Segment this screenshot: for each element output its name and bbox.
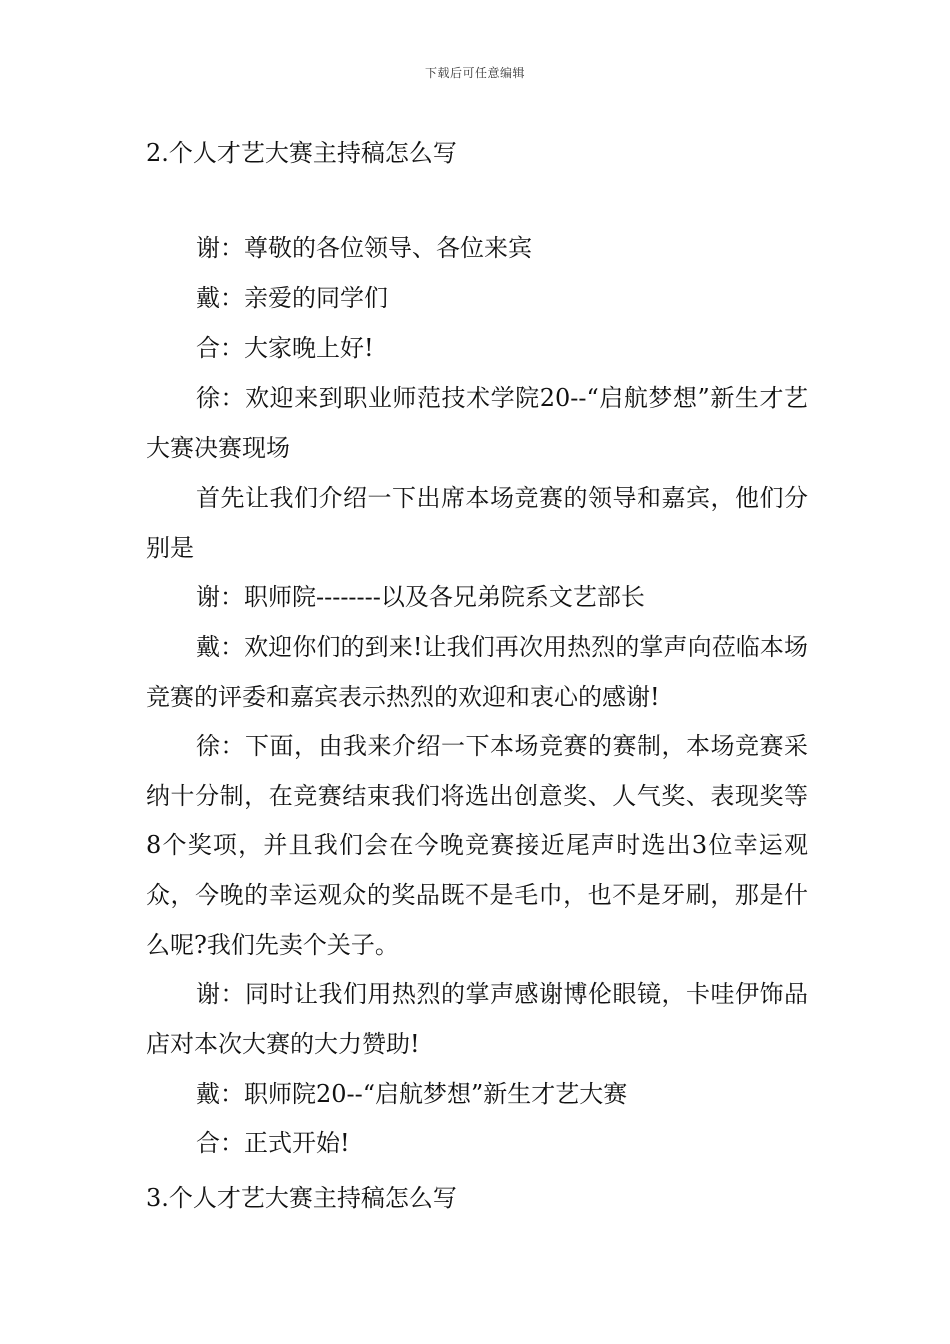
paragraph: 合：大家晚上好! (196, 334, 374, 362)
paragraph: 首先让我们介绍一下出席本场竞赛的领导和嘉宾，他们分别是 (146, 484, 808, 562)
paragraph: 戴：亲爱的同学们 (196, 284, 388, 312)
paragraph: 戴：职师院20--“启航梦想”新生才艺大赛 (196, 1080, 628, 1108)
paragraph: 徐：欢迎来到职业师范技术学院20--“启航梦想”新生才艺大赛决赛现场 (146, 384, 808, 462)
section-heading-3: 3.个人才艺大赛主持稿怎么写 (146, 1184, 457, 1212)
paragraph: 谢：尊敬的各位领导、各位来宾 (196, 234, 532, 262)
paragraph: 戴：欢迎你们的到来!让我们再次用热烈的掌声向莅临本场竞赛的评委和嘉宾表示热烈的欢迎和衷心的感谢! (146, 633, 808, 711)
paragraph: 谢：职师院--------以及各兄弟院系文艺部长 (196, 583, 645, 611)
paragraph: 谢：同时让我们用热烈的掌声感谢博伦眼镜，卡哇伊饰品店对本次大赛的大力赞助! (146, 980, 808, 1058)
paragraph: 合：正式开始! (196, 1129, 350, 1157)
paragraph: 徐：下面，由我来介绍一下本场竞赛的赛制，本场竞赛采纳十分制，在竞赛结束我们将选出创意奖、人气奖、表现奖等8个奖项，并且我们会在今晚竞赛接近尾声时选出3位幸运观众，今晚的幸运观众的奖品既不是毛巾，也不是牙刷，那是什么呢?我们先卖个关子。 (146, 732, 808, 959)
page-header: 下载后可任意编辑 (424, 66, 525, 80)
section-heading-2: 2.个人才艺大赛主持稿怎么写 (146, 139, 457, 167)
